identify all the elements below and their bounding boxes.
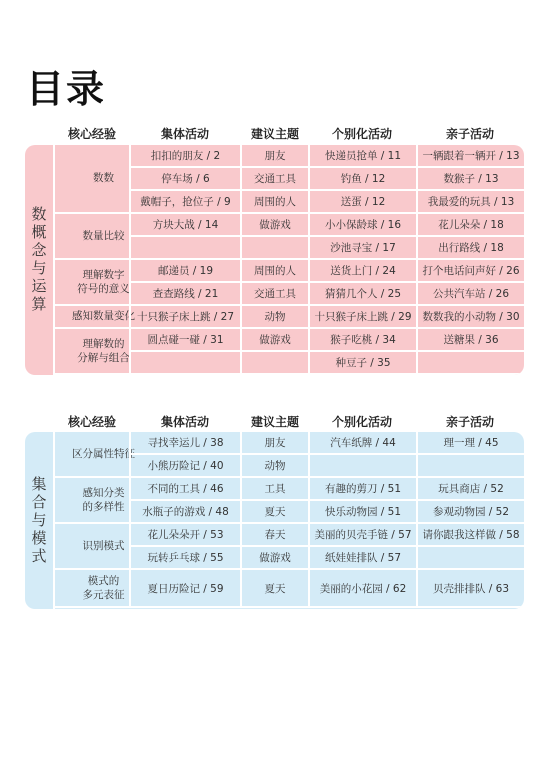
column-header-4: 亲子活动 (445, 415, 495, 429)
group-activity-cell: 邮递员 / 19 (129, 260, 240, 283)
group-activity-cell: 十只猴子床上跳 / 27 (129, 306, 240, 329)
parent-child-activity-cell: 玩具商店 / 52 (416, 478, 524, 501)
suggested-theme-cell: 做游戏 (240, 547, 308, 570)
individual-activity-cell: 汽车纸牌 / 44 (308, 432, 416, 455)
core-experience-label: 数量比较 (53, 214, 154, 260)
individual-activity-cell: 快递员抢单 / 11 (308, 145, 416, 168)
suggested-theme-cell (240, 352, 308, 375)
column-header-1: 集体活动 (160, 127, 210, 141)
suggested-theme-cell: 做游戏 (240, 214, 308, 237)
group-activity-cell: 圆点碰一碰 / 31 (129, 329, 240, 352)
group-activity-cell: 寻找幸运儿 / 38 (129, 432, 240, 455)
group-activity-cell: 小熊历险记 / 40 (129, 455, 240, 478)
core-experience-label: 理解数的 分解与组合 (53, 329, 154, 375)
individual-activity-cell: 有趣的剪刀 / 51 (308, 478, 416, 501)
core-experience-label: 模式的 多元表征 (53, 570, 154, 608)
topic-label (25, 432, 53, 609)
individual-activity-cell: 沙池寻宝 / 17 (308, 237, 416, 260)
individual-activity-cell: 美丽的小花园 / 62 (308, 570, 416, 608)
suggested-theme-cell: 夏天 (240, 570, 308, 608)
parent-child-activity-cell: 我最爱的玩具 / 13 (416, 191, 524, 214)
suggested-theme-cell: 动物 (240, 455, 308, 478)
suggested-theme-cell: 交通工具 (240, 168, 308, 191)
individual-activity-cell: 快乐动物园 / 51 (308, 501, 416, 524)
parent-child-activity-cell (416, 455, 524, 478)
parent-child-activity-cell: 一辆跟着一辆开 / 13 (416, 145, 524, 168)
group-activity-cell: 戴帽子，抢位子 / 9 (129, 191, 240, 214)
column-header-3: 个别化活动 (331, 415, 393, 429)
parent-child-activity-cell: 贝壳排排队 / 63 (416, 570, 524, 608)
group-activity-cell: 停车场 / 6 (129, 168, 240, 191)
core-experience-label: 感知分类 的多样性 (53, 478, 154, 524)
core-experience-label: 区分属性特征 (53, 432, 154, 478)
parent-child-activity-cell: 理一理 / 45 (416, 432, 524, 455)
parent-child-activity-cell: 花儿朵朵 / 18 (416, 214, 524, 237)
group-activity-cell: 查查路线 / 21 (129, 283, 240, 306)
suggested-theme-cell: 周围的人 (240, 191, 308, 214)
parent-child-activity-cell: 请你跟我这样做 / 58 (416, 524, 524, 547)
parent-child-activity-cell: 数猴子 / 13 (416, 168, 524, 191)
core-experience-label: 感知数量变化 (53, 306, 154, 329)
group-activity-cell (129, 352, 240, 375)
suggested-theme-cell: 朋友 (240, 145, 308, 168)
parent-child-activity-cell: 公共汽车站 / 26 (416, 283, 524, 306)
individual-activity-cell: 送蛋 / 12 (308, 191, 416, 214)
page-title: 目录 (26, 67, 107, 111)
suggested-theme-cell (240, 237, 308, 260)
individual-activity-cell: 送货上门 / 24 (308, 260, 416, 283)
parent-child-activity-cell: 打个电话问声好 / 26 (416, 260, 524, 283)
topic-divider (53, 145, 55, 375)
group-activity-cell: 不同的工具 / 46 (129, 478, 240, 501)
column-header-0: 核心经验 (67, 415, 117, 429)
individual-activity-cell: 钓鱼 / 12 (308, 168, 416, 191)
parent-child-activity-cell: 出行路线 / 18 (416, 237, 524, 260)
individual-activity-cell: 猜猜几个人 / 25 (308, 283, 416, 306)
individual-activity-cell (308, 455, 416, 478)
parent-child-activity-cell (416, 547, 524, 570)
column-header-2: 建议主题 (250, 127, 300, 141)
group-activity-cell: 方块大战 / 14 (129, 214, 240, 237)
topic-label (25, 145, 53, 375)
suggested-theme-cell: 夏天 (240, 501, 308, 524)
core-experience-label: 数数 (53, 145, 154, 214)
individual-activity-cell: 美丽的贝壳手链 / 57 (308, 524, 416, 547)
suggested-theme-cell: 春天 (240, 524, 308, 547)
group-activity-cell (129, 237, 240, 260)
group-activity-cell: 花儿朵朵开 / 53 (129, 524, 240, 547)
individual-activity-cell: 十只猴子床上跳 / 29 (308, 306, 416, 329)
column-header-4: 亲子活动 (445, 127, 495, 141)
column-header-2: 建议主题 (250, 415, 300, 429)
topic-text: 数概念与运算 (29, 206, 48, 314)
suggested-theme-cell: 动物 (240, 306, 308, 329)
table-header-1 (0, 125, 550, 143)
core-experience-label: 理解数字 符号的意义 (53, 260, 154, 306)
parent-child-activity-cell: 数数我的小动物 / 30 (416, 306, 524, 329)
table-number-concept (25, 145, 524, 375)
column-header-3: 个别化活动 (331, 127, 393, 141)
suggested-theme-cell: 朋友 (240, 432, 308, 455)
group-activity-cell: 玩转乒乓球 / 55 (129, 547, 240, 570)
table-header-2 (0, 413, 550, 431)
individual-activity-cell: 猴子吃桃 / 34 (308, 329, 416, 352)
parent-child-activity-cell: 参观动物园 / 52 (416, 501, 524, 524)
parent-child-activity-cell (416, 352, 524, 375)
group-activity-cell: 扣扣的朋友 / 2 (129, 145, 240, 168)
parent-child-activity-cell: 送糖果 / 36 (416, 329, 524, 352)
core-experience-label: 识别模式 (53, 524, 154, 570)
topic-text: 集合与模式 (29, 475, 48, 566)
group-activity-cell: 水瓶子的游戏 / 48 (129, 501, 240, 524)
suggested-theme-cell: 工具 (240, 478, 308, 501)
individual-activity-cell: 种豆子 / 35 (308, 352, 416, 375)
suggested-theme-cell: 交通工具 (240, 283, 308, 306)
topic-divider (53, 432, 55, 609)
individual-activity-cell: 小小保龄球 / 16 (308, 214, 416, 237)
table-set-pattern (25, 432, 524, 609)
individual-activity-cell: 纸娃娃排队 / 57 (308, 547, 416, 570)
group-activity-cell: 夏日历险记 / 59 (129, 570, 240, 608)
suggested-theme-cell: 周围的人 (240, 260, 308, 283)
column-header-1: 集体活动 (160, 415, 210, 429)
suggested-theme-cell: 做游戏 (240, 329, 308, 352)
column-header-0: 核心经验 (67, 127, 117, 141)
